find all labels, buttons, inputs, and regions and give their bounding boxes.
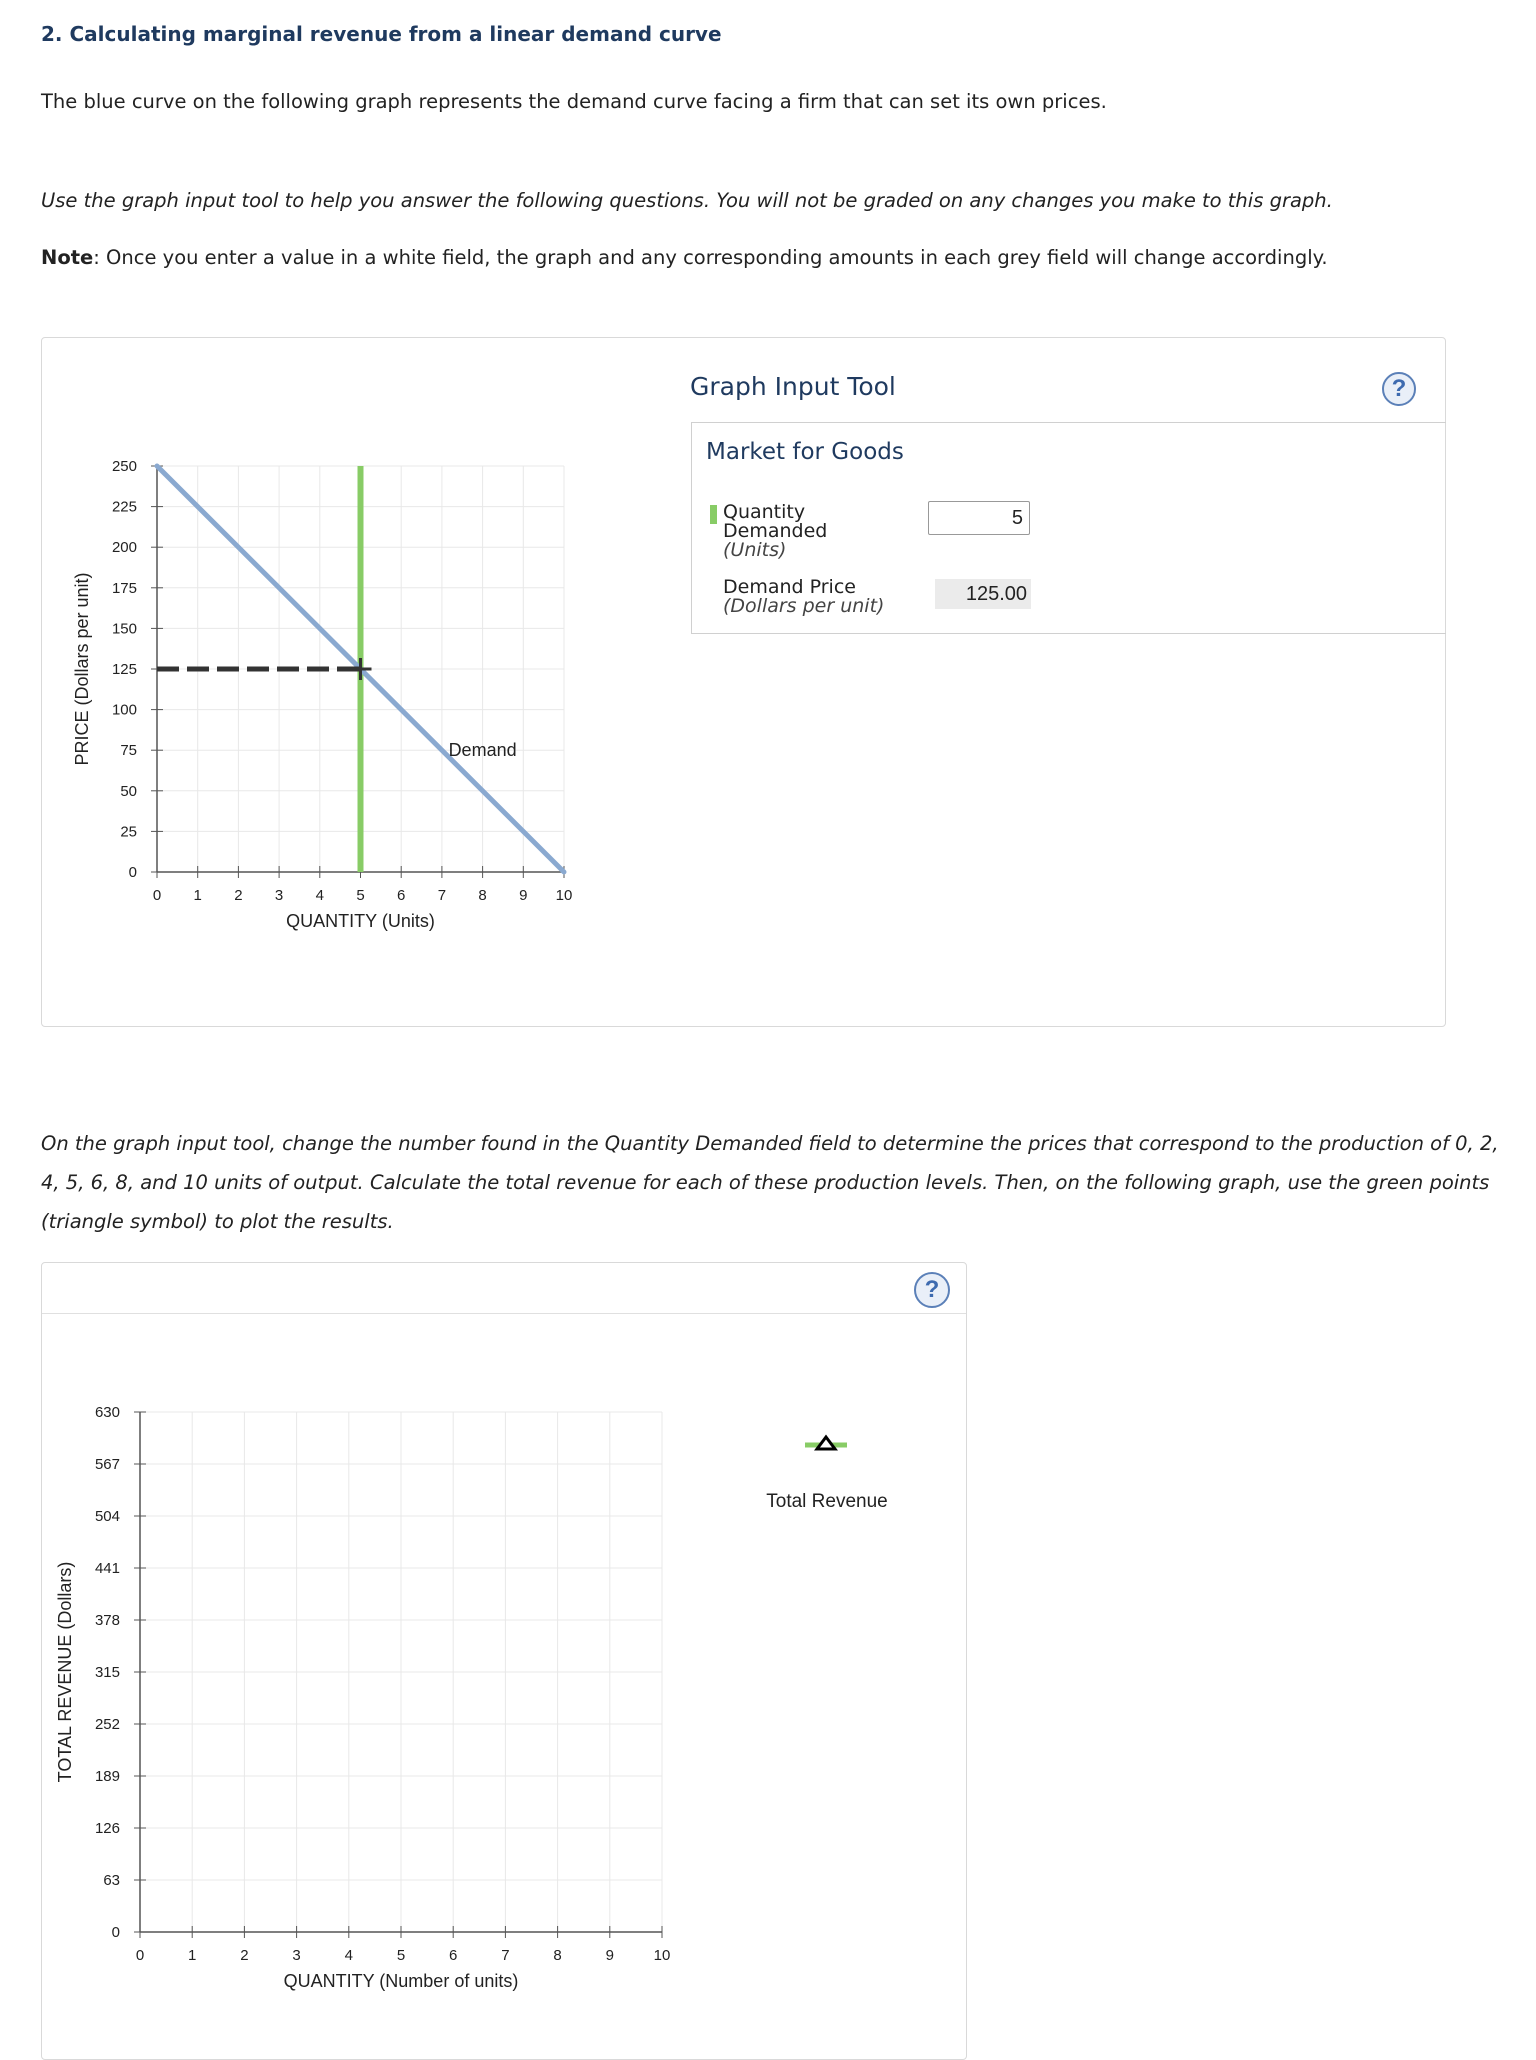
y-tick-label: 630 xyxy=(94,1404,120,1421)
task-line-3: (triangle symbol) to plot the results. xyxy=(41,1210,394,1233)
x-tick-label: 7 xyxy=(501,1947,510,1964)
question-title: 2. Calculating marginal revenue from a linear demand curve xyxy=(41,22,722,46)
y-tick-label: 0 xyxy=(111,1924,120,1941)
x-tick-label: 2 xyxy=(234,887,243,904)
demand-curve-label: Demand xyxy=(448,740,517,761)
x-tick-label: 0 xyxy=(135,1947,145,1964)
x-tick-label: 9 xyxy=(605,1947,614,1964)
total-revenue-triangle-tool[interactable] xyxy=(800,1430,855,1460)
quantity-label-line1: Quantity xyxy=(723,501,806,523)
x-tick-label: 1 xyxy=(193,887,202,904)
graph-input-tool-title: Graph Input Tool xyxy=(690,372,896,401)
revenue-panel-header-divider xyxy=(42,1313,966,1314)
demand-chart[interactable] xyxy=(41,337,601,967)
quantity-demanded-label xyxy=(723,503,827,560)
x-tick-label: 3 xyxy=(292,1947,301,1964)
x-tick-label: 10 xyxy=(555,887,573,904)
y-tick-label: 250 xyxy=(111,458,137,475)
x-tick-label: 5 xyxy=(356,887,365,904)
x-tick-label: 0 xyxy=(152,887,162,904)
y-tick-label: 150 xyxy=(111,620,137,638)
y-tick-label: 100 xyxy=(111,701,137,719)
revenue-chart-axes xyxy=(134,1412,662,1938)
x-axis-title: QUANTITY (Number of units) xyxy=(283,1971,519,1991)
y-tick-label: 50 xyxy=(120,782,137,800)
y-tick-label: 252 xyxy=(94,1716,120,1733)
x-tick-label: 9 xyxy=(519,887,528,904)
y-tick-label: 175 xyxy=(111,579,137,597)
quantity-label-line2: Demanded xyxy=(723,520,828,542)
demand-chart-labels xyxy=(72,458,572,931)
x-tick-label: 7 xyxy=(437,887,447,904)
x-tick-label: 5 xyxy=(396,1947,406,1964)
y-tick-label: 25 xyxy=(120,823,137,841)
y-tick-label: 378 xyxy=(94,1612,120,1629)
instruction-text: Use the graph input tool to help you answer the following questions. You will not be graded on any changes you make to this graph. xyxy=(41,189,1333,212)
demand-price-field: 125.00 xyxy=(935,579,1031,609)
x-tick-label: 6 xyxy=(449,1947,458,1964)
x-tick-label: 4 xyxy=(315,887,324,904)
x-axis-title: QUANTITY (Units) xyxy=(286,911,435,931)
note-paragraph xyxy=(41,238,1328,277)
triangle-icon xyxy=(817,1437,835,1449)
quantity-demanded-input[interactable]: 5 xyxy=(928,501,1030,535)
total-revenue-legend-label: Total Revenue xyxy=(766,1491,888,1512)
quantity-legend-swatch xyxy=(710,505,717,524)
help-icon[interactable]: ? xyxy=(1382,372,1416,406)
market-title: Market for Goods xyxy=(706,439,904,465)
x-tick-label: 10 xyxy=(653,1947,671,1964)
x-tick-label: 6 xyxy=(397,887,406,904)
quantity-unit: (Units) xyxy=(723,539,787,561)
y-tick-label: 504 xyxy=(94,1508,120,1525)
revenue-chart-labels xyxy=(55,1404,670,1991)
y-tick-label: 0 xyxy=(128,864,137,881)
y-tick-label: 126 xyxy=(94,1820,120,1837)
x-tick-label: 2 xyxy=(240,1947,249,1964)
y-tick-label: 189 xyxy=(94,1768,120,1785)
y-tick-label: 315 xyxy=(94,1664,120,1681)
task-line-1: On the graph input tool, change the number found in the Quantity Demanded field to determine the prices that correspond to the production of 0, 2, xyxy=(41,1132,1499,1155)
price-label-line: Demand Price xyxy=(723,576,856,598)
demand-price-label xyxy=(723,578,884,616)
y-tick-label: 200 xyxy=(111,539,137,557)
y-tick-label: 441 xyxy=(94,1560,120,1577)
y-tick-label: 125 xyxy=(111,661,137,678)
y-tick-label: 567 xyxy=(94,1456,120,1473)
y-axis-title: PRICE (Dollars per unit) xyxy=(72,572,92,766)
note-label: Note xyxy=(41,246,94,269)
x-tick-label: 4 xyxy=(344,1947,353,1964)
y-tick-label: 63 xyxy=(103,1872,120,1889)
task-line-2: 4, 5, 6, 8, and 10 units of output. Calculate the total revenue for each of these production levels. Then, on the following graph, use the green points xyxy=(41,1171,1490,1194)
y-tick-label: 225 xyxy=(111,498,137,516)
graph-input-tool-box xyxy=(691,422,1446,634)
y-axis-title: TOTAL REVENUE (Dollars) xyxy=(55,1561,75,1783)
x-tick-label: 8 xyxy=(553,1947,562,1964)
note-text: : Once you enter a value in a white field, the graph and any corresponding amounts in each grey field will change accordingly. xyxy=(93,246,1328,269)
y-tick-label: 75 xyxy=(120,742,137,760)
intro-text: The blue curve on the following graph represents the demand curve facing a firm that can set its own prices. xyxy=(41,90,1107,113)
revenue-chart-grid xyxy=(140,1412,662,1932)
x-tick-label: 1 xyxy=(188,1947,197,1964)
x-tick-label: 8 xyxy=(478,887,487,904)
price-unit: (Dollars per unit) xyxy=(723,595,885,617)
x-tick-label: 3 xyxy=(274,887,284,904)
help-icon[interactable]: ? xyxy=(914,1272,950,1308)
total-revenue-chart[interactable] xyxy=(41,1380,681,2005)
